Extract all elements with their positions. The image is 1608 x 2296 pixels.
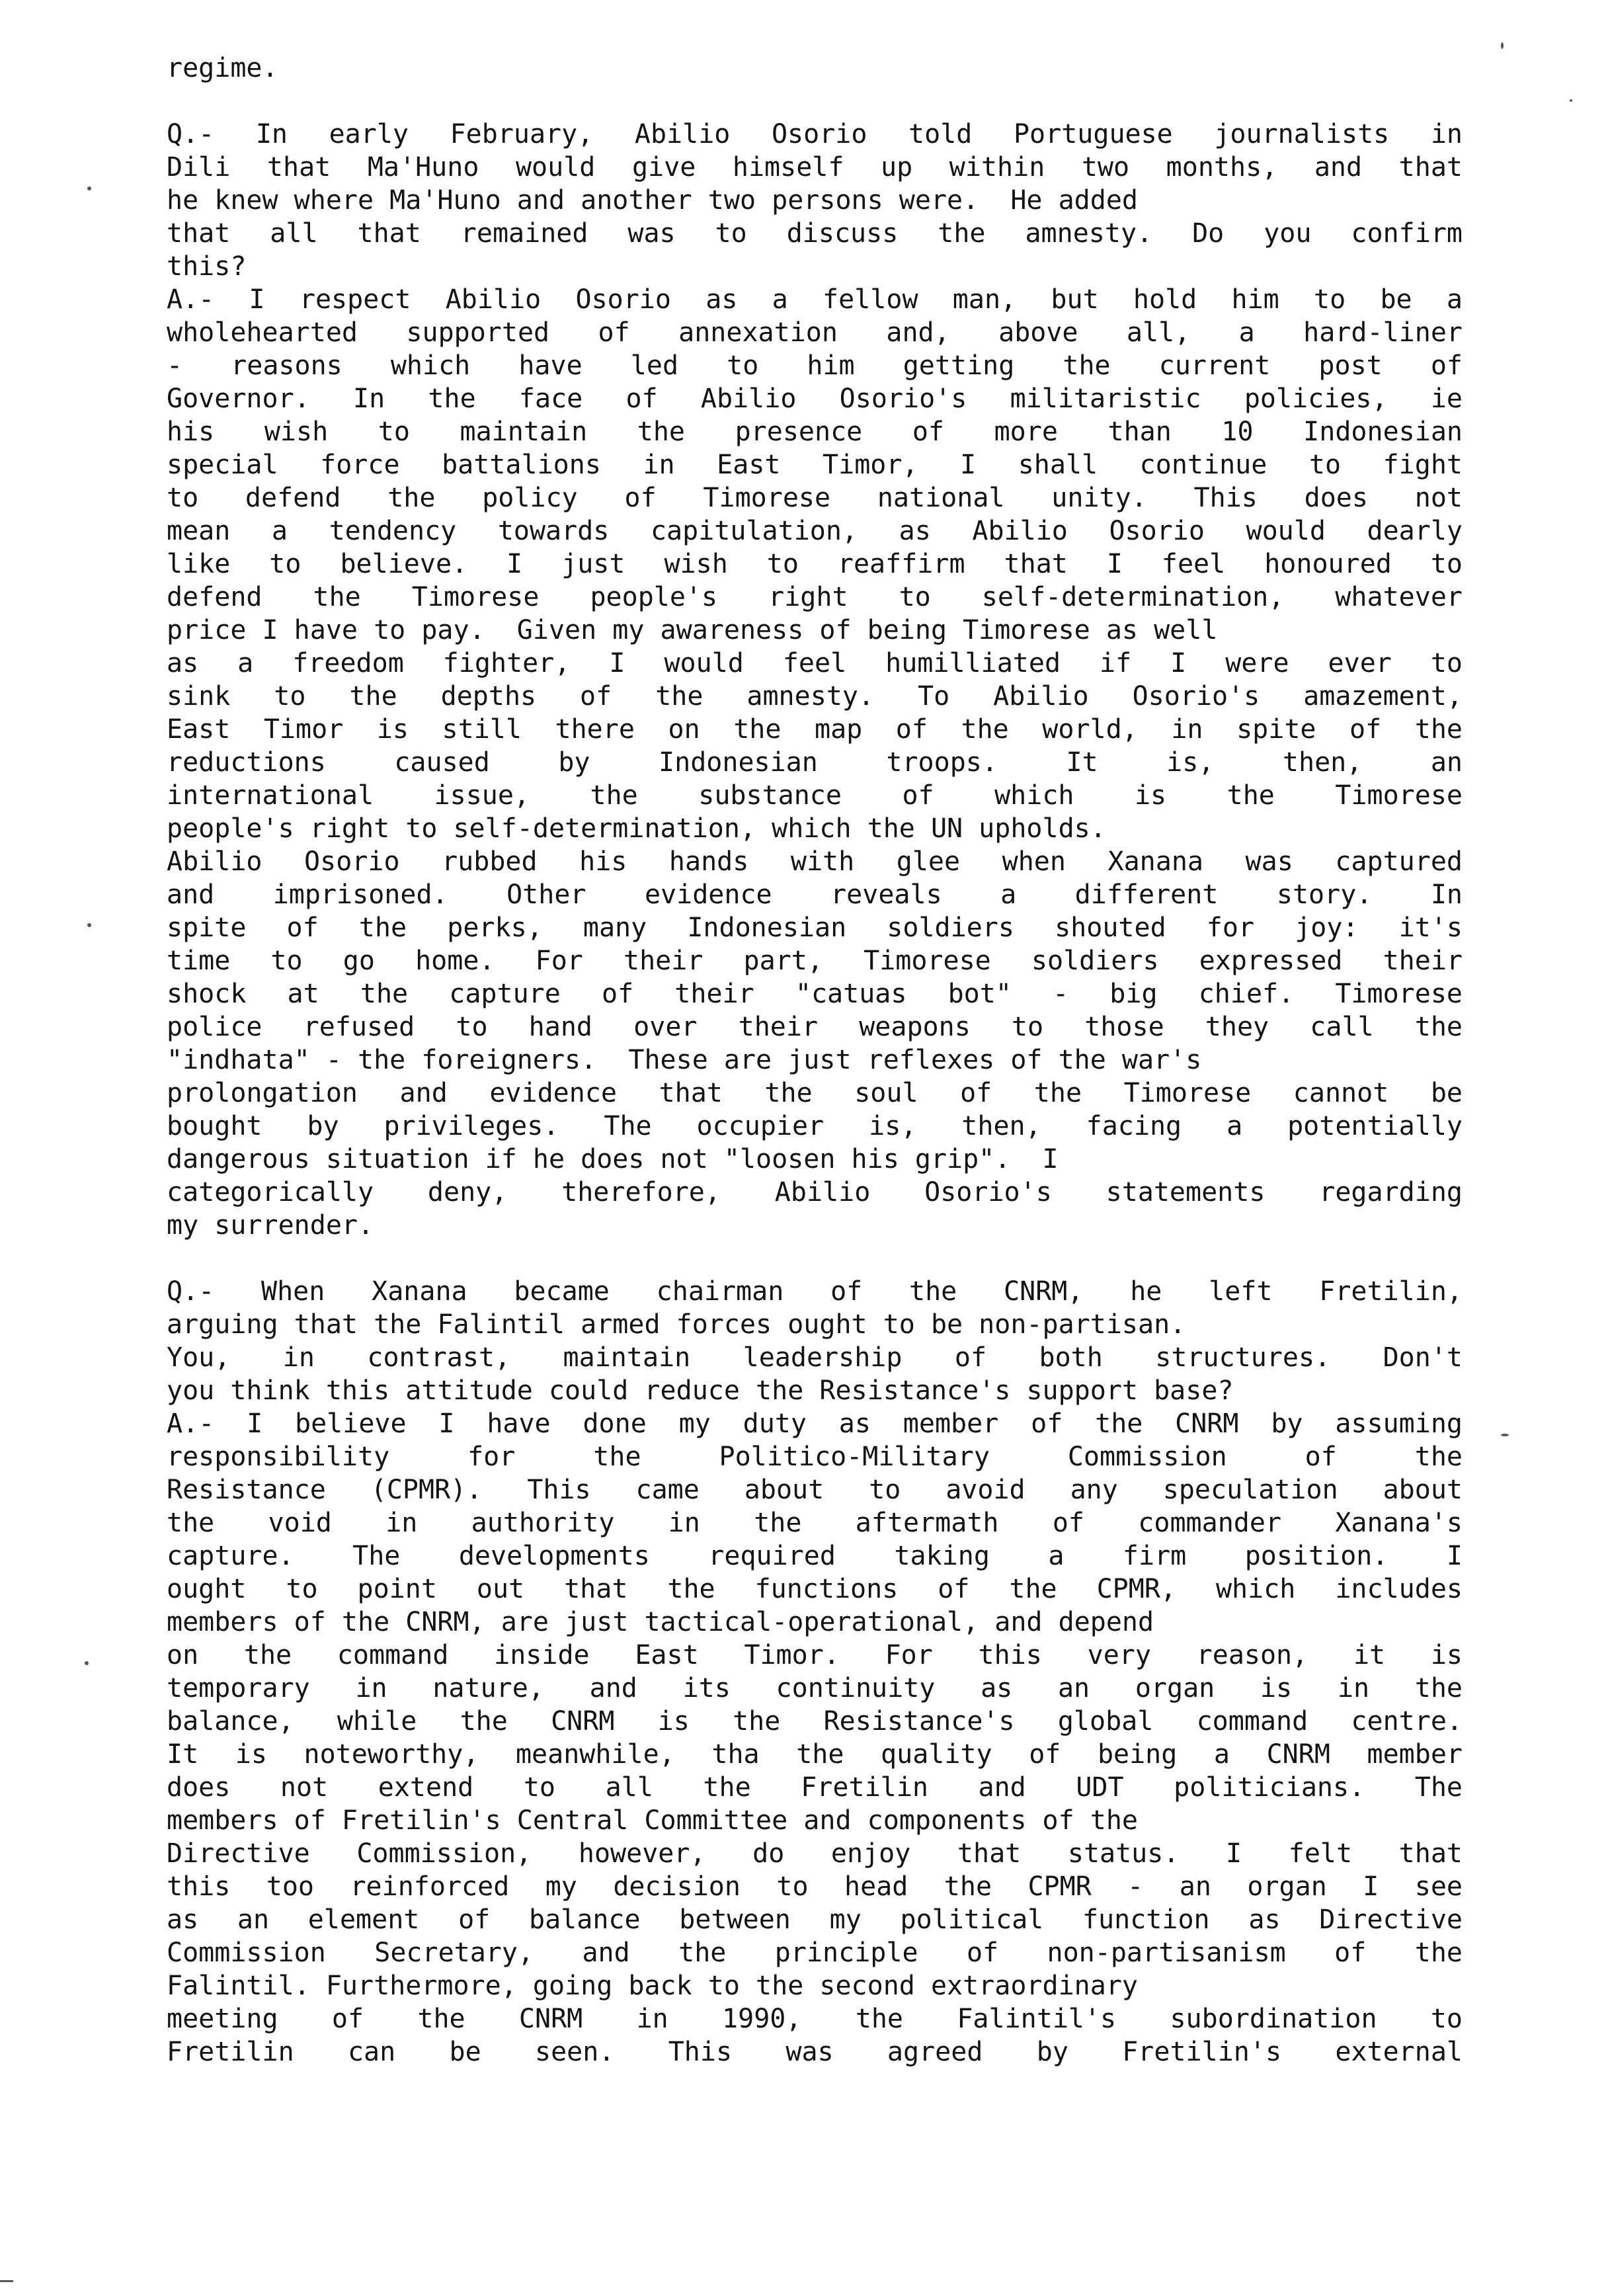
text-line: sink to the depths of the amnesty. To Abilio Osorio's amazement, <box>167 681 1463 712</box>
text-line: arguing that the Falintil armed forces ought to be non-partisan. <box>167 1309 1186 1340</box>
text-line: wholehearted supported of annexation and, above all, a hard-liner <box>167 317 1463 348</box>
scan-speck <box>85 1661 89 1665</box>
text-line: A.- I respect Abilio Osorio as a fellow man, but hold him to be a <box>167 284 1463 315</box>
scan-speck <box>87 186 91 190</box>
text-line: "indhata" - the foreigners. These are just reflexes of the war's <box>167 1045 1202 1075</box>
text-line: mean a tendency towards capitulation, as Abilio Osorio would dearly <box>167 516 1463 546</box>
scan-speck <box>87 923 91 927</box>
text-line: Dili that Ma'Huno would give himself up within two months, and that <box>167 152 1463 183</box>
text-line: temporary in nature, and its continuity as an organ is in the <box>167 1673 1463 1703</box>
text-line: responsibility for the Politico-Military Commission of the <box>167 1442 1463 1472</box>
text-line: time to go home. For their part, Timorese soldiers expressed their <box>167 946 1463 976</box>
text-line: It is noteworthy, meanwhile, tha the quality of being a CNRM member <box>167 1739 1463 1770</box>
text-line: categorically deny, therefore, Abilio Osorio's statements regarding <box>167 1177 1463 1208</box>
text-line: Commission Secretary, and the principle of non-partisanism of the <box>167 1938 1463 1968</box>
text-line: Q.- When Xanana became chairman of the CNRM, he left Fretilin, <box>167 1276 1463 1307</box>
text-line: balance, while the CNRM is the Resistance's global command centre. <box>167 1706 1463 1737</box>
scan-speck <box>1501 42 1504 49</box>
text-line: Falintil. Furthermore, going back to the second extraordinary <box>167 1971 1139 2001</box>
text-line: East Timor is still there on the map of the world, in spite of the <box>167 714 1463 745</box>
text-line: A.- I believe I have done my duty as member of the CNRM by assuming <box>167 1409 1463 1439</box>
text-line: Directive Commission, however, do enjoy that status. I felt that <box>167 1838 1463 1869</box>
text-line: You, in contrast, maintain leadership of both structures. Don't <box>167 1342 1463 1373</box>
text-line: price I have to pay. Given my awareness of being Timorese as well <box>167 615 1218 645</box>
text-line: bought by privileges. The occupier is, then, facing a potentially <box>167 1111 1463 1141</box>
document-body <box>167 52 1463 2069</box>
text-line: people's right to self-determination, which the UN upholds. <box>167 813 1106 844</box>
text-line: shock at the capture of their "catuas bot" - big chief. Timorese <box>167 979 1463 1009</box>
text-line: Abilio Osorio rubbed his hands with glee when Xanana was captured <box>167 846 1463 877</box>
text-line: prolongation and evidence that the soul of the Timorese cannot be <box>167 1078 1463 1108</box>
text-line: regime. <box>167 53 278 83</box>
paragraph-gap <box>167 85 1463 118</box>
text-line: meeting of the CNRM in 1990, the Falintil's subordination to <box>167 2004 1463 2034</box>
text-line: as a freedom fighter, I would feel humilliated if I were ever to <box>167 648 1463 678</box>
text-line: Resistance (CPMR). This came about to avoid any speculation about <box>167 1475 1463 1505</box>
text-line: ought to point out that the functions of the CPMR, which includes <box>167 1574 1463 1604</box>
text-line: you think this attitude could reduce the Resistance's support base? <box>167 1375 1234 1406</box>
text-line: - reasons which have led to him getting the current post of <box>167 350 1463 381</box>
text-line: capture. The developments required taking a firm position. I <box>167 1541 1463 1571</box>
scan-speck <box>1501 1434 1509 1436</box>
text-line: members of Fretilin's Central Committee and components of the <box>167 1805 1139 1836</box>
text-line: as an element of balance between my political function as Directive <box>167 1905 1463 1935</box>
text-line: this? <box>167 251 247 282</box>
text-line: and imprisoned. Other evidence reveals a different story. In <box>167 880 1463 910</box>
text-line: does not extend to all the Fretilin and UDT politicians. The <box>167 1772 1463 1803</box>
text-line: my surrender. <box>167 1210 374 1241</box>
text-line: Governor. In the face of Abilio Osorio's militaristic policies, ie <box>167 384 1463 414</box>
text-line: to defend the policy of Timorese national unity. This does not <box>167 483 1463 513</box>
text-line: on the command inside East Timor. For this very reason, it is <box>167 1640 1463 1670</box>
text-line: reductions caused by Indonesian troops. It is, then, an <box>167 747 1463 778</box>
text-line: international issue, the substance of which is the Timorese <box>167 780 1463 811</box>
text-line: Fretilin can be seen. This was agreed by Fretilin's external <box>167 2037 1463 2067</box>
text-line: spite of the perks, many Indonesian soldiers shouted for joy: it's <box>167 913 1463 943</box>
text-line: members of the CNRM, are just tactical-operational, and depend <box>167 1607 1154 1637</box>
text-line: this too reinforced my decision to head the CPMR - an organ I see <box>167 1871 1463 1902</box>
text-line: that all that remained was to discuss the amnesty. Do you confirm <box>167 218 1463 249</box>
text-line: the void in authority in the aftermath of commander Xanana's <box>167 1508 1463 1538</box>
scan-speck <box>1570 99 1572 102</box>
text-line: Q.- In early February, Abilio Osorio told Portuguese journalists in <box>167 119 1463 149</box>
text-line: like to believe. I just wish to reaffirm that I feel honoured to <box>167 549 1463 579</box>
paragraph-gap <box>167 1242 1463 1275</box>
text-line: defend the Timorese people's right to self-determination, whatever <box>167 582 1463 612</box>
text-line: police refused to hand over their weapons to those they call the <box>167 1012 1463 1042</box>
scan-speck <box>0 2280 13 2282</box>
text-line: special force battalions in East Timor, I shall continue to fight <box>167 450 1463 480</box>
text-line: dangerous situation if he does not "loosen his grip". I <box>167 1144 1059 1174</box>
text-line: he knew where Ma'Huno and another two persons were. He added <box>167 185 1139 216</box>
text-line: his wish to maintain the presence of more than 10 Indonesian <box>167 417 1463 447</box>
